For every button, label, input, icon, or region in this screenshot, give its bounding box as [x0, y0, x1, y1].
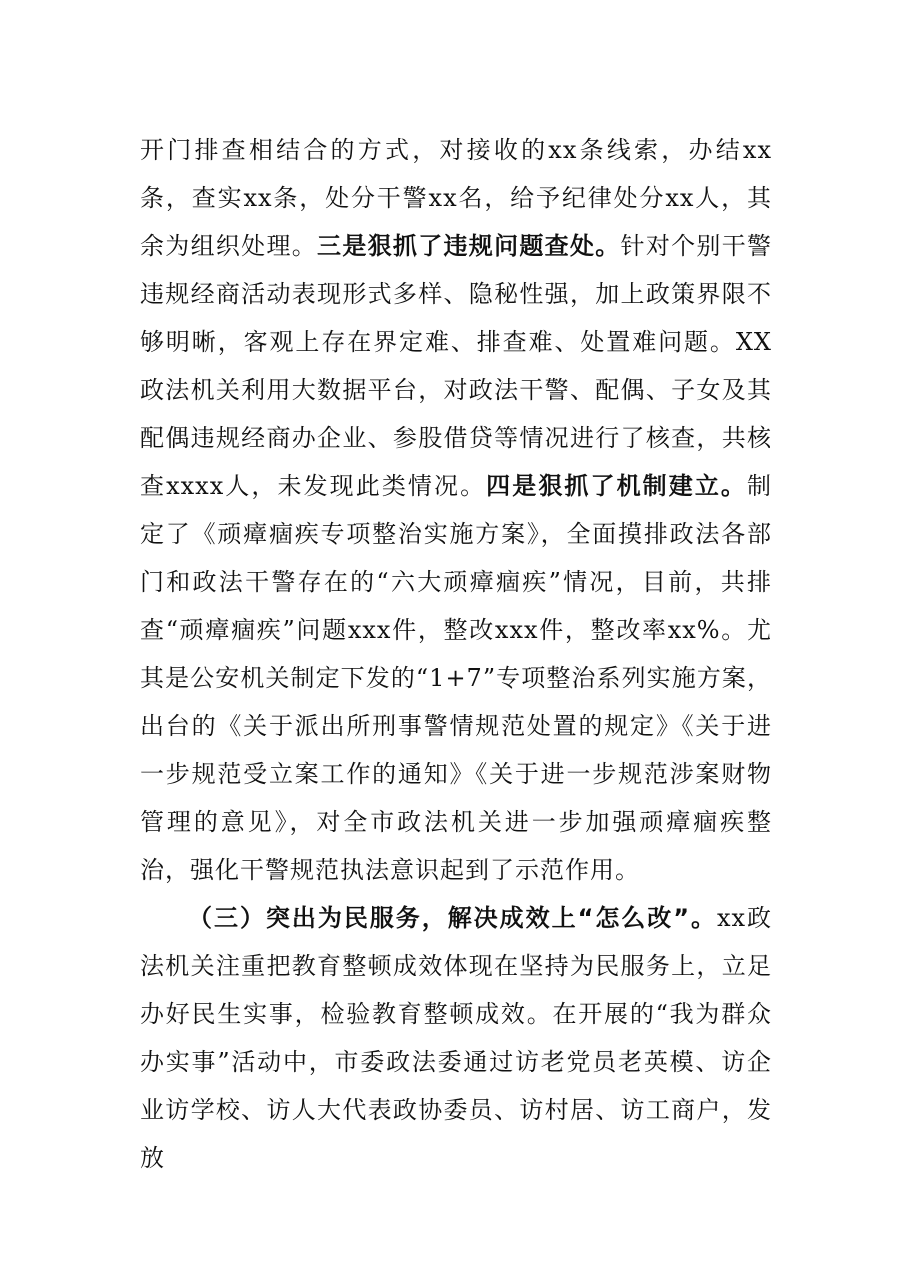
paragraph-1: [140, 126, 772, 894]
point-4-heading: 四是狠抓了机制建立。: [486, 472, 748, 500]
point-3-heading: 三是狠抓了违规问题查处。: [317, 232, 621, 260]
paragraph-2: [140, 894, 772, 1182]
section-3-heading: （三）突出为民服务，解决成效上“怎么改”。: [188, 904, 717, 932]
paragraph-2-body: xx政法机关注重把教育整顿成效体现在坚持为民服务上，立足办好民生实事，检验教育整顿成效。在开展的“我为群众办实事”活动中，市委政法委通过访老党员老英模、访企业访学校、访人大代表政协委员、访村居、访工商户，发放: [140, 904, 772, 1172]
document-body: [140, 126, 772, 1182]
paragraph-1-part-3: 制定了《顽瘴痼疾专项整治实施方案》，全面摸排政法各部门和政法干警存在的“六大顽瘴痼疾”情况，目前，共排查“顽瘴痼疾”问题xxx件，整改xxx件，整改率xx%。尤其是公安机关制定下发的“1+7”专项整治系列实施方案，出台的《关于派出所刑事警情规范处置的规定》《关于进一步规范受立案工作的通知》《关于进一步规范涉案财物管理的意见》，对全市政法机关进一步加强顽瘴痼疾整治，强化干警规范执法意识起到了示范作用。: [140, 472, 773, 884]
paragraph-1-part-1: 开门排查相结合的方式，对接收的xx条线索，办结xx条，查实xx条，处分干警xx名，给予纪律处分xx人，其余为组织处理。: [140, 136, 772, 260]
paragraph-1-part-2: 针对个别干警违规经商活动表现形式多样、隐秘性强，加上政策界限不够明晰，客观上存在界定难、排查难、处置难问题。XX政法机关利用大数据平台，对政法干警、配偶、子女及其配偶违规经商办企业、参股借贷等情况进行了核查，共核查xxxx人，未发现此类情况。: [140, 232, 773, 500]
